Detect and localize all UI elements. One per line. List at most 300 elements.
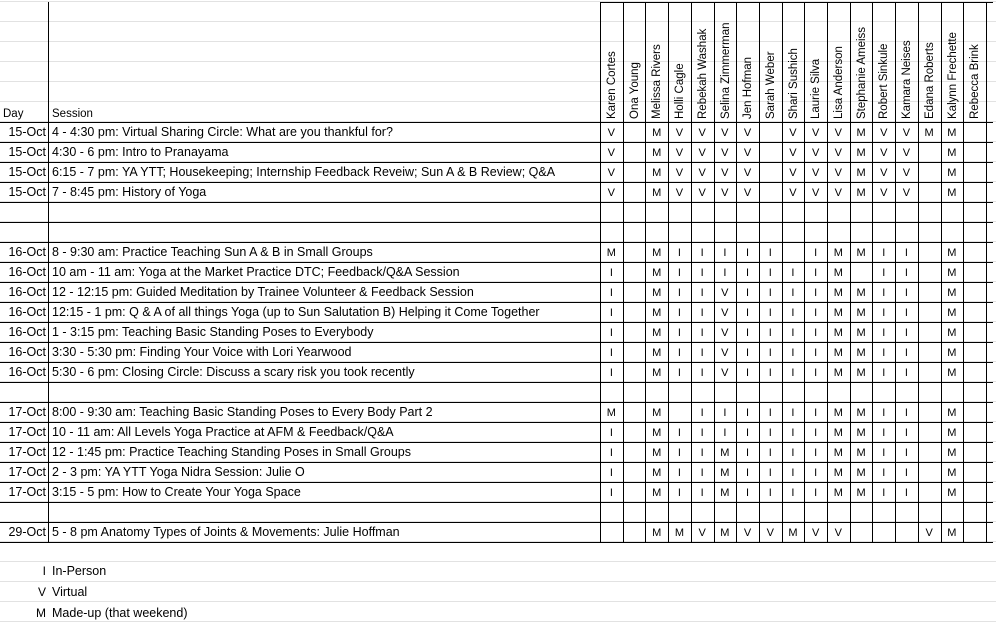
attendance-mark: I xyxy=(904,407,908,419)
attendance-mark: I xyxy=(768,247,772,259)
attendance-mark: I xyxy=(746,467,750,479)
session-cell: 4 - 4:30 pm: Virtual Sharing Circle: What are you thankful for? xyxy=(52,125,393,139)
row-border xyxy=(0,282,993,283)
attendance-mark: M xyxy=(947,327,957,339)
attendance-mark xyxy=(804,503,827,523)
attendance-mark: M xyxy=(652,367,662,379)
attendance-mark: I xyxy=(882,287,886,299)
attendance-mark: M xyxy=(856,407,866,419)
attendance-mark: I xyxy=(677,427,681,439)
attendance-mark xyxy=(668,203,691,223)
sheet-gridline xyxy=(0,21,996,22)
day-cell xyxy=(0,202,46,222)
attendance-mark xyxy=(918,223,941,243)
attendance-mark xyxy=(918,143,941,163)
attendance-mark: M xyxy=(652,527,662,539)
attendance-mark: I xyxy=(700,467,704,479)
row-border xyxy=(0,302,993,303)
day-cell: 17-Oct xyxy=(8,485,46,499)
attendance-mark: M xyxy=(674,527,685,539)
attendance-mark: I xyxy=(700,367,704,379)
attendance-mark: I xyxy=(768,307,772,319)
day-cell: 16-Oct xyxy=(8,365,46,379)
legend-symbol: V xyxy=(37,585,46,599)
attendance-mark: V xyxy=(902,147,911,159)
attendance-mark xyxy=(691,223,714,243)
attendance-mark xyxy=(736,223,759,243)
attendance-mark: V xyxy=(834,147,843,159)
attendance-mark: I xyxy=(768,467,772,479)
attendance-mark: V xyxy=(698,187,706,199)
attendance-mark xyxy=(645,383,668,403)
attendance-mark xyxy=(918,183,941,203)
attendance-mark: V xyxy=(811,147,820,159)
attendance-mark xyxy=(623,203,646,223)
attendance-mark: V xyxy=(834,187,843,199)
attendance-mark: I xyxy=(814,427,818,439)
attendance-mark: I xyxy=(814,407,818,419)
attendance-mark xyxy=(963,243,986,263)
legend-label: Virtual xyxy=(52,585,88,599)
attendance-mark: M xyxy=(856,147,866,159)
attendance-mark: M xyxy=(720,527,730,539)
attendance-mark: I xyxy=(746,367,750,379)
attendance-mark xyxy=(759,203,782,223)
attendance-mark: I xyxy=(677,307,681,319)
attendance-mark: V xyxy=(811,527,820,539)
attendance-mark: V xyxy=(607,127,616,139)
attendance-mark: I xyxy=(791,307,795,319)
attendance-mark xyxy=(691,383,714,403)
attendance-mark xyxy=(963,443,986,463)
attendance-mark xyxy=(623,383,646,403)
row-border xyxy=(0,542,993,543)
attendance-mark: V xyxy=(721,327,729,339)
attendance-mark: V xyxy=(607,147,616,159)
attendance-mark: V xyxy=(675,167,684,179)
legend-label: Made-up (that weekend) xyxy=(52,606,188,620)
attendance-mark xyxy=(623,223,646,243)
attendance-mark: I xyxy=(768,367,772,379)
attendance-mark: V xyxy=(834,527,843,539)
attendance-mark xyxy=(782,203,805,223)
attendance-mark xyxy=(623,263,646,283)
attendance-mark: I xyxy=(700,407,704,419)
session-cell: 3:30 - 5:30 pm: Finding Your Voice with Lori Yearwood xyxy=(52,345,352,359)
attendance-mark: M xyxy=(947,527,957,539)
attendance-mark: I xyxy=(746,487,750,499)
attendance-mark: M xyxy=(856,427,866,439)
attendance-mark: I xyxy=(791,487,795,499)
session-cell: 10 - 11 am: All Levels Yoga Practice at AFM & Feedback/Q&A xyxy=(52,425,394,439)
attendance-mark: M xyxy=(947,167,957,179)
trainee-column-border xyxy=(895,2,896,542)
attendance-mark xyxy=(963,503,986,523)
attendance-mark xyxy=(600,223,623,243)
attendance-mark: I xyxy=(791,367,795,379)
attendance-mark xyxy=(963,463,986,483)
attendance-mark: M xyxy=(652,427,662,439)
trainee-name-header: Robert Sinkule xyxy=(878,43,891,119)
attendance-mark: V xyxy=(880,127,888,139)
attendance-mark: M xyxy=(947,347,957,359)
attendance-mark xyxy=(827,203,850,223)
attendance-mark xyxy=(782,383,805,403)
attendance-mark: I xyxy=(609,287,613,299)
attendance-mark xyxy=(895,503,918,523)
attendance-mark: M xyxy=(833,367,843,379)
session-cell xyxy=(52,502,598,522)
attendance-mark: I xyxy=(904,487,908,499)
day-cell: 15-Oct xyxy=(8,145,46,159)
attendance-mark: M xyxy=(652,307,662,319)
attendance-mark: I xyxy=(814,347,818,359)
attendance-mark: M xyxy=(856,187,866,199)
attendance-mark xyxy=(918,423,941,443)
attendance-mark: M xyxy=(947,287,957,299)
attendance-mark: I xyxy=(904,267,908,279)
attendance-mark: I xyxy=(746,247,750,259)
day-cell: 16-Oct xyxy=(8,285,46,299)
attendance-mark: I xyxy=(768,427,772,439)
attendance-mark: V xyxy=(698,127,706,139)
attendance-mark: M xyxy=(833,287,843,299)
attendance-mark: M xyxy=(856,307,866,319)
row-border xyxy=(0,382,993,383)
trainee-name-header: Laurie Silva xyxy=(810,58,823,119)
attendance-mark: I xyxy=(609,347,613,359)
attendance-mark: I xyxy=(609,487,613,499)
row-border xyxy=(0,142,993,143)
attendance-mark: M xyxy=(833,467,843,479)
attendance-mark: V xyxy=(675,187,684,199)
trainee-name-header: Shari Sushich xyxy=(787,48,800,119)
attendance-mark xyxy=(963,223,986,243)
sheet-gridline xyxy=(0,561,996,562)
attendance-mark: I xyxy=(791,267,795,279)
attendance-mark: I xyxy=(746,307,750,319)
row-border xyxy=(0,462,993,463)
attendance-mark: M xyxy=(856,467,866,479)
attendance-mark xyxy=(645,203,668,223)
row-border xyxy=(0,182,993,183)
attendance-mark: V xyxy=(902,187,911,199)
row-border xyxy=(0,202,993,203)
attendance-mark: M xyxy=(856,327,866,339)
attendance-mark: M xyxy=(652,287,662,299)
attendance-mark: I xyxy=(791,407,795,419)
trainee-column-border xyxy=(691,2,692,542)
attendance-mark: I xyxy=(677,347,681,359)
attendance-mark xyxy=(623,443,646,463)
attendance-mark: V xyxy=(834,127,843,139)
attendance-mark xyxy=(668,503,691,523)
attendance-mark: I xyxy=(814,307,818,319)
attendance-mark: I xyxy=(677,367,681,379)
attendance-mark xyxy=(850,203,873,223)
session-cell: 12 - 12:15 pm: Guided Meditation by Trainee Volunteer & Feedback Session xyxy=(52,285,474,299)
attendance-mark: V xyxy=(743,147,752,159)
attendance-mark: M xyxy=(947,247,957,259)
day-cell: 17-Oct xyxy=(8,465,46,479)
trainee-name-header: Melissa Rivers xyxy=(651,44,664,119)
attendance-mark: I xyxy=(904,287,908,299)
attendance-mark xyxy=(623,323,646,343)
attendance-mark: M xyxy=(833,327,843,339)
attendance-mark: M xyxy=(720,487,730,499)
attendance-mark xyxy=(668,383,691,403)
attendance-mark xyxy=(600,523,623,543)
attendance-mark xyxy=(941,223,964,243)
attendance-mark: I xyxy=(677,447,681,459)
row-border xyxy=(0,342,993,343)
attendance-mark xyxy=(963,203,986,223)
attendance-mark: V xyxy=(675,127,684,139)
trainee-name-header: Holli Cagle xyxy=(674,63,687,119)
trainee-name-header: Sarah Weber xyxy=(764,51,777,119)
trainee-column-border xyxy=(736,2,737,542)
attendance-mark: I xyxy=(768,327,772,339)
attendance-mark: I xyxy=(746,327,750,339)
attendance-mark: I xyxy=(700,347,704,359)
attendance-mark: I xyxy=(609,327,613,339)
trainee-column-border xyxy=(645,2,646,542)
attendance-mark: M xyxy=(652,447,662,459)
attendance-mark: I xyxy=(723,267,727,279)
attendance-mark xyxy=(918,463,941,483)
attendance-mark: I xyxy=(768,347,772,359)
attendance-mark xyxy=(895,383,918,403)
attendance-mark: V xyxy=(721,187,729,199)
attendance-mark xyxy=(963,123,986,143)
row-border xyxy=(0,522,993,523)
attendance-mark: I xyxy=(882,267,886,279)
attendance-mark: I xyxy=(791,347,795,359)
sheet-gridline xyxy=(0,41,996,42)
row-border xyxy=(0,162,993,163)
attendance-mark: I xyxy=(814,467,818,479)
attendance-mark: M xyxy=(947,127,957,139)
attendance-mark xyxy=(963,183,986,203)
attendance-mark: M xyxy=(833,427,843,439)
attendance-mark xyxy=(918,263,941,283)
attendance-mark: M xyxy=(788,527,798,539)
attendance-mark: M xyxy=(856,447,866,459)
attendance-mark: V xyxy=(880,187,888,199)
attendance-mark xyxy=(918,503,941,523)
day-cell: 16-Oct xyxy=(8,345,46,359)
attendance-mark xyxy=(963,343,986,363)
attendance-mark: I xyxy=(904,367,908,379)
attendance-mark: I xyxy=(609,367,613,379)
attendance-mark xyxy=(963,283,986,303)
attendance-mark: M xyxy=(652,127,662,139)
attendance-mark xyxy=(623,463,646,483)
attendance-mark: M xyxy=(856,487,866,499)
attendance-mark: V xyxy=(811,187,820,199)
trainee-column-border xyxy=(714,2,715,542)
attendance-mark xyxy=(850,263,873,283)
legend-symbol: M xyxy=(36,606,46,620)
attendance-mark: I xyxy=(904,347,908,359)
attendance-mark xyxy=(668,223,691,243)
attendance-mark xyxy=(963,403,986,423)
attendance-mark xyxy=(600,503,623,523)
attendance-mark xyxy=(895,523,918,543)
attendance-mark xyxy=(759,503,782,523)
attendance-mark xyxy=(759,163,782,183)
attendance-mark xyxy=(645,503,668,523)
attendance-mark: M xyxy=(652,267,662,279)
day-cell xyxy=(0,222,46,242)
legend-symbol: I xyxy=(42,564,46,578)
attendance-mark: I xyxy=(904,447,908,459)
attendance-mark: V xyxy=(721,287,729,299)
attendance-mark: I xyxy=(700,327,704,339)
attendance-mark xyxy=(804,203,827,223)
attendance-mark: I xyxy=(677,327,681,339)
attendance-mark: I xyxy=(677,287,681,299)
session-cell xyxy=(52,222,598,242)
attendance-mark xyxy=(918,203,941,223)
attendance-mark: M xyxy=(833,407,843,419)
attendance-mark: M xyxy=(833,447,843,459)
attendance-mark: I xyxy=(768,267,772,279)
session-cell: 7 - 8:45 pm: History of Yoga xyxy=(52,185,207,199)
attendance-mark xyxy=(691,203,714,223)
attendance-mark xyxy=(600,203,623,223)
attendance-mark: V xyxy=(880,167,888,179)
attendance-mark: I xyxy=(700,267,704,279)
attendance-mark xyxy=(918,303,941,323)
attendance-mark: I xyxy=(814,267,818,279)
trainee-column-border xyxy=(986,2,987,542)
attendance-mark: V xyxy=(607,167,616,179)
attendance-mark xyxy=(759,223,782,243)
attendance-mark xyxy=(600,383,623,403)
attendance-mark: V xyxy=(675,147,684,159)
attendance-mark: I xyxy=(609,447,613,459)
attendance-mark xyxy=(623,523,646,543)
attendance-mark xyxy=(918,343,941,363)
attendance-mark xyxy=(691,503,714,523)
attendance-mark xyxy=(918,483,941,503)
attendance-mark xyxy=(872,383,895,403)
attendance-mark: V xyxy=(607,187,616,199)
attendance-mark: M xyxy=(606,247,616,259)
attendance-mark xyxy=(804,383,827,403)
attendance-mark: I xyxy=(677,467,681,479)
attendance-mark: I xyxy=(791,427,795,439)
attendance-mark: V xyxy=(721,367,729,379)
attendance-mark: V xyxy=(902,127,911,139)
attendance-mark: M xyxy=(652,187,662,199)
attendance-mark xyxy=(623,483,646,503)
attendance-mark: I xyxy=(723,427,727,439)
attendance-mark xyxy=(872,503,895,523)
attendance-mark: I xyxy=(791,447,795,459)
attendance-mark: M xyxy=(652,467,662,479)
day-cell: 16-Oct xyxy=(8,325,46,339)
attendance-mark: V xyxy=(721,167,729,179)
sheet-gridline xyxy=(0,621,996,622)
trainee-name-header: Karen Cortes xyxy=(606,51,618,119)
attendance-mark xyxy=(782,223,805,243)
session-cell: 8 - 9:30 am: Practice Teaching Sun A & B in Small Groups xyxy=(52,245,373,259)
attendance-mark xyxy=(918,283,941,303)
attendance-mark xyxy=(623,503,646,523)
attendance-mark: I xyxy=(882,407,886,419)
attendance-mark xyxy=(963,363,986,383)
attendance-mark xyxy=(918,323,941,343)
attendance-mark: I xyxy=(700,427,704,439)
attendance-mark: I xyxy=(882,327,886,339)
attendance-mark: M xyxy=(856,167,866,179)
session-cell xyxy=(52,382,598,402)
attendance-mark: I xyxy=(746,447,750,459)
row-border xyxy=(0,222,993,223)
attendance-mark: I xyxy=(746,267,750,279)
attendance-mark: M xyxy=(833,307,843,319)
attendance-mark: M xyxy=(833,347,843,359)
trainee-column-border xyxy=(918,2,919,542)
attendance-mark: I xyxy=(904,307,908,319)
attendance-mark: I xyxy=(814,367,818,379)
attendance-mark: I xyxy=(882,447,886,459)
attendance-mark: I xyxy=(814,247,818,259)
attendance-mark: V xyxy=(789,167,797,179)
attendance-mark: V xyxy=(789,127,797,139)
trainee-column-border xyxy=(623,2,624,542)
trainee-name-header: Rebekah Washak xyxy=(696,28,709,119)
trainee-name-header: Selina Zimmerman xyxy=(719,22,732,119)
attendance-mark: I xyxy=(814,447,818,459)
row-border xyxy=(0,422,993,423)
trainee-name-header: Jen Hofman xyxy=(742,56,755,119)
attendance-mark: M xyxy=(606,407,616,419)
attendance-mark: I xyxy=(814,287,818,299)
attendance-mark: M xyxy=(947,367,957,379)
attendance-mark: V xyxy=(789,147,797,159)
attendance-mark: V xyxy=(721,127,729,139)
attendance-mark: M xyxy=(652,327,662,339)
row-border xyxy=(0,362,993,363)
attendance-mark: V xyxy=(789,187,797,199)
attendance-mark: I xyxy=(700,447,704,459)
trainee-column-border xyxy=(850,2,851,542)
attendance-mark: V xyxy=(834,167,843,179)
day-cell: 15-Oct xyxy=(8,165,46,179)
trainee-column-border xyxy=(600,2,601,542)
attendance-mark: V xyxy=(698,527,706,539)
session-cell: 12 - 1:45 pm: Practice Teaching Standing Poses in Small Groups xyxy=(52,445,411,459)
attendance-mark xyxy=(804,223,827,243)
attendance-mark xyxy=(736,503,759,523)
attendance-mark xyxy=(895,223,918,243)
day-cell: 16-Oct xyxy=(8,265,46,279)
attendance-mark xyxy=(782,243,805,263)
attendance-mark: I xyxy=(723,247,727,259)
attendance-mark: M xyxy=(947,487,957,499)
attendance-mark xyxy=(623,163,646,183)
session-cell: 4:30 - 6 pm: Intro to Pranayama xyxy=(52,145,229,159)
attendance-mark xyxy=(623,343,646,363)
sheet-gridline xyxy=(0,601,996,602)
row-border xyxy=(0,502,993,503)
attendance-mark: M xyxy=(720,467,730,479)
legend-label: In-Person xyxy=(52,564,107,578)
attendance-mark xyxy=(941,203,964,223)
